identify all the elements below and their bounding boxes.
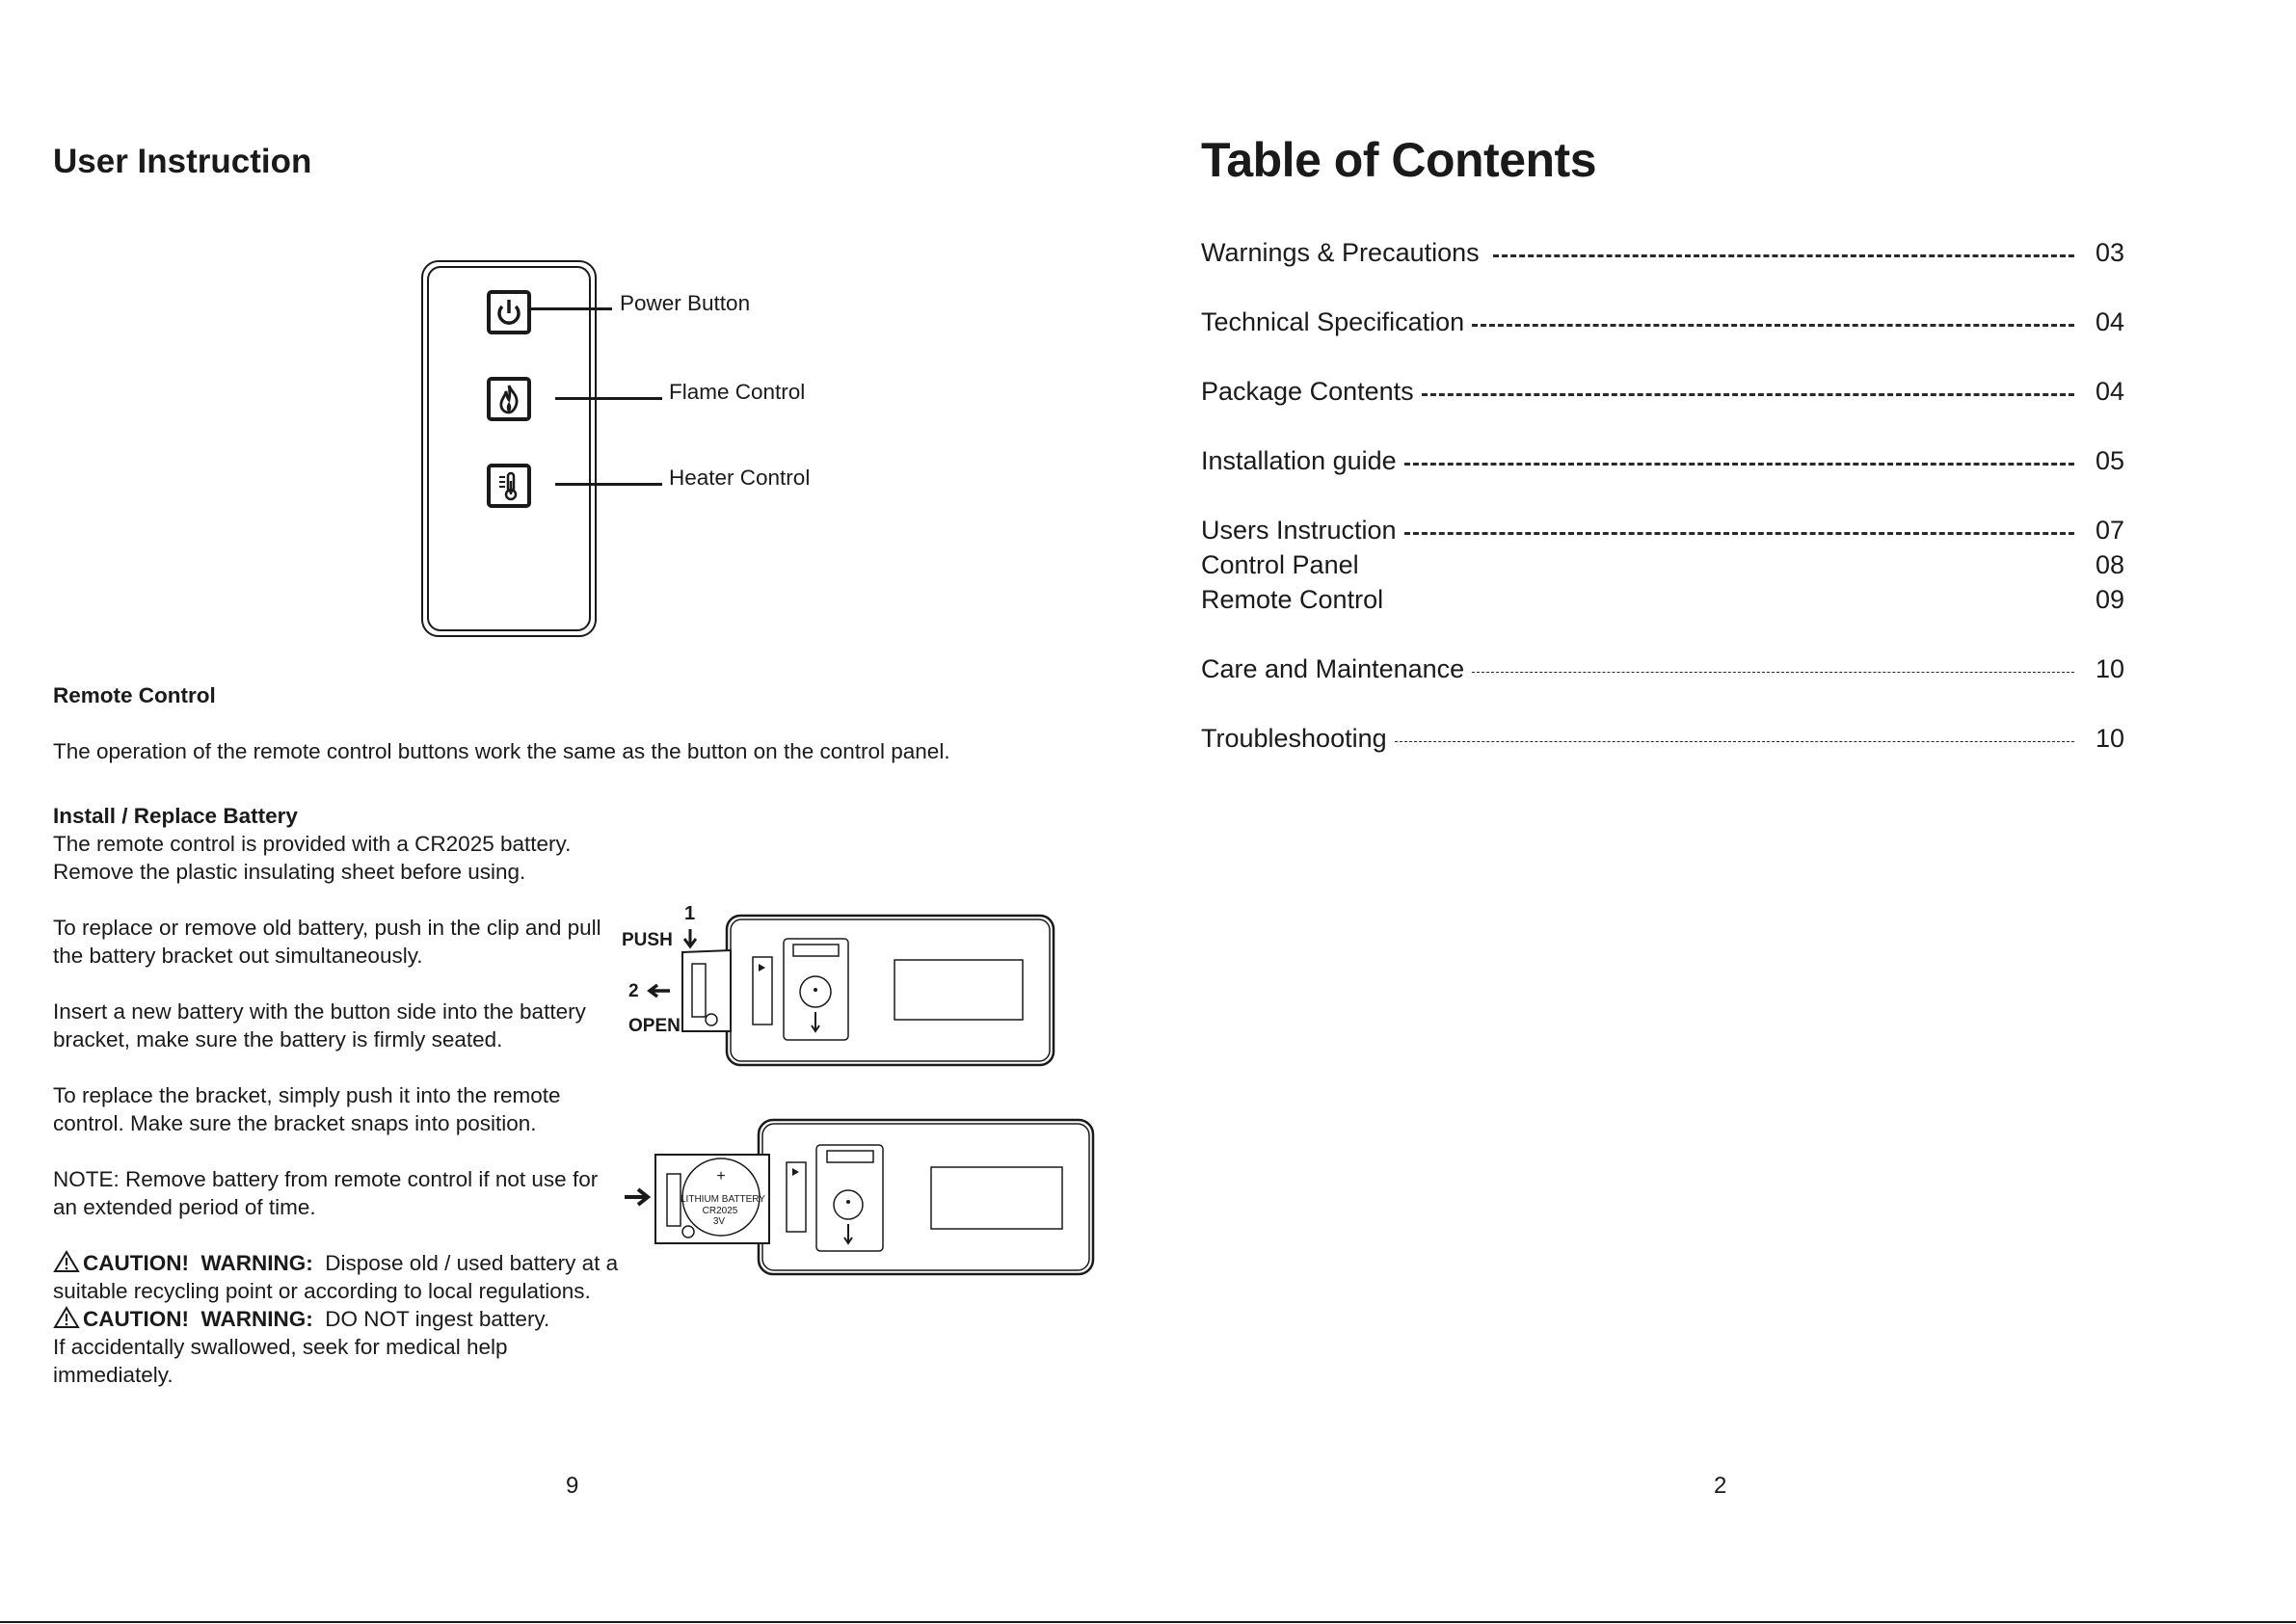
toc-entry[interactable] [1201, 443, 2124, 478]
battery-type-label: LITHIUM BATTERY [681, 1194, 765, 1205]
toc-leader [1472, 324, 2074, 327]
battery-line: Remove the plastic insulating sheet before using. [53, 860, 526, 884]
battery-voltage-label: 3V [712, 1216, 726, 1227]
flame-icon [487, 377, 531, 421]
page-number-right: 2 [1714, 1473, 1727, 1499]
power-leader-line [531, 307, 612, 310]
caution-dispose [53, 1249, 622, 1277]
toc-entry-page: 04 [2095, 306, 2124, 336]
toc-entry[interactable] [1201, 652, 2124, 686]
remote-control-description: The operation of the remote control buttons work the same as the button on the control panel. [53, 739, 950, 763]
battery-insert-diagram [617, 1108, 1099, 1282]
warning-triangle-icon [53, 1250, 80, 1273]
toc-entry[interactable] [1201, 305, 2124, 339]
bracket-line: To replace the bracket, simply push it into the remote [53, 1083, 561, 1107]
battery-removal-diagram [617, 896, 1060, 1070]
battery-heading: Install / Replace Battery [53, 804, 298, 828]
diagram-push-label: PUSH [622, 930, 673, 950]
toc-entry-page: 10 [2095, 723, 2124, 753]
callout-power-button: Power Button [620, 291, 751, 315]
toc-entry[interactable] [1201, 582, 2124, 617]
toc-entry-page: 09 [2095, 584, 2124, 614]
page-title-user-instruction: User Instruction [53, 143, 312, 180]
battery-line: The remote control is provided with a CR2025 battery. [53, 832, 572, 856]
replace-line: the battery bracket out simultaneously. [53, 944, 423, 968]
diagram-step-1: 1 [684, 903, 696, 924]
toc-leader [1395, 741, 2074, 742]
bracket-line: control. Make sure the bracket snaps into position. [53, 1111, 537, 1135]
toc-entry-label: Control Panel [1201, 549, 1359, 579]
toc-entry-page: 05 [2095, 445, 2124, 475]
toc-entry[interactable] [1201, 547, 2124, 582]
flame-leader-line [555, 397, 662, 400]
caution-text-cont: immediately. [53, 1363, 174, 1387]
insert-line: Insert a new battery with the button side into the battery [53, 999, 586, 1024]
page-bottom-border [0, 1621, 2296, 1623]
callout-flame-control: Flame Control [669, 380, 806, 404]
page-title-table-of-contents: Table of Contents [1201, 133, 1597, 187]
warning-label: WARNING: [200, 1307, 313, 1331]
diagram-open-label: OPEN [628, 1016, 681, 1036]
toc-entry[interactable] [1201, 721, 2124, 756]
toc-entry[interactable] [1201, 513, 2124, 547]
heater-leader-line [555, 483, 662, 486]
toc-entry-page: 04 [2095, 376, 2124, 406]
toc-entry[interactable] [1201, 374, 2124, 409]
battery-instructions [53, 802, 622, 1389]
battery-plus-label: + [716, 1168, 726, 1185]
power-icon [487, 290, 531, 334]
toc-entry-label: Package Contents [1201, 376, 1414, 406]
thermometer-icon [487, 464, 531, 508]
page-number-left: 9 [566, 1473, 579, 1499]
toc-entry-label: Warnings & Precautions [1201, 237, 1480, 267]
toc-entry-label: Users Instruction [1201, 515, 1397, 545]
caution-text: DO NOT ingest battery. [325, 1307, 550, 1331]
battery-model-label: CR2025 [702, 1206, 738, 1216]
toc-entry-label: Technical Specification [1201, 306, 1465, 336]
toc-entry[interactable] [1201, 235, 2124, 270]
caution-text-cont: suitable recycling point or according to local regulations. [53, 1279, 591, 1303]
warning-triangle-icon [53, 1306, 80, 1329]
caution-label: CAUTION! [83, 1251, 189, 1275]
toc-entry-page: 10 [2095, 653, 2124, 683]
toc-leader [1472, 672, 2074, 673]
insert-line: bracket, make sure the battery is firmly seated. [53, 1027, 503, 1052]
diagram-step-2: 2 [628, 981, 639, 1001]
toc-entry-page: 08 [2095, 549, 2124, 579]
note-line: NOTE: Remove battery from remote control if not use for [53, 1167, 599, 1191]
toc-entry-label: Installation guide [1201, 445, 1397, 475]
caution-text: Dispose old / used battery at a [325, 1251, 619, 1275]
caution-text-cont: If accidentally swallowed, seek for medical help [53, 1335, 508, 1359]
remote-control-heading: Remote Control [53, 683, 216, 707]
toc-leader [1404, 532, 2074, 535]
toc-leader [1404, 463, 2074, 466]
toc-leader [1493, 254, 2074, 257]
callout-heater-control: Heater Control [669, 466, 811, 490]
toc-entry-label: Remote Control [1201, 584, 1384, 614]
toc-entry-page: 07 [2095, 515, 2124, 545]
caution-ingest [53, 1305, 622, 1333]
toc-entry-label: Care and Maintenance [1201, 653, 1465, 683]
toc-leader [1422, 393, 2074, 396]
note-line: an extended period of time. [53, 1195, 316, 1219]
warning-label: WARNING: [200, 1251, 313, 1275]
toc-entry-label: Troubleshooting [1201, 723, 1387, 753]
replace-line: To replace or remove old battery, push in the clip and pull [53, 916, 601, 940]
toc-entry-page: 03 [2095, 237, 2124, 267]
caution-label: CAUTION! [83, 1307, 189, 1331]
